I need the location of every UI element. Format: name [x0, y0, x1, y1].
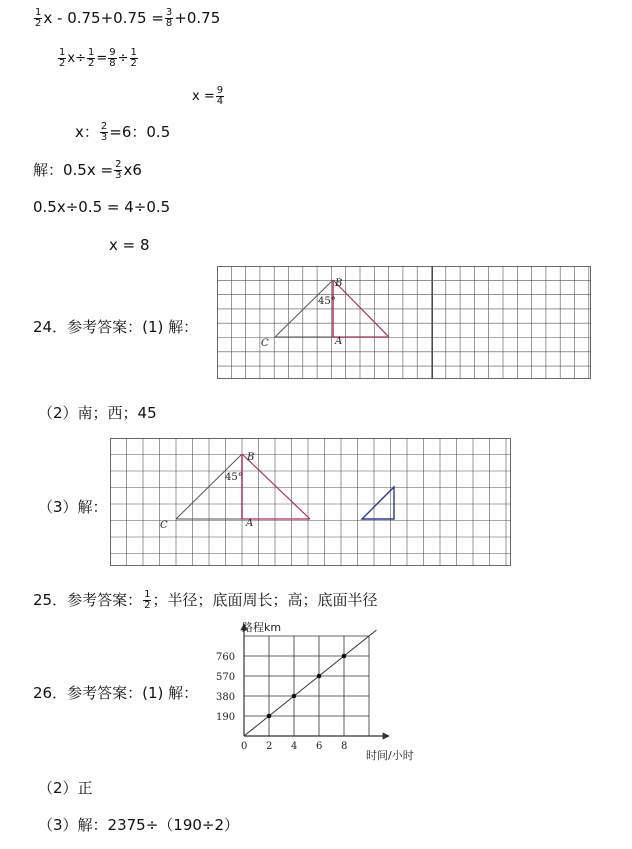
point-c-label: C: [160, 520, 168, 531]
grid-left: [218, 267, 433, 379]
question-24-label: 24．参考答案：(1) 解：: [33, 318, 199, 336]
point-c-label: C: [261, 338, 269, 349]
x-tick-label: 2: [266, 741, 273, 752]
grid-right: [433, 267, 591, 379]
y-axis-title: 路程km: [242, 621, 282, 634]
series-line: [244, 630, 377, 736]
q24-grid-figure: [217, 266, 592, 381]
data-point: [267, 714, 272, 719]
equation-line-6: 0.5x÷0.5 = 4÷0.5: [33, 198, 171, 216]
question-24-part3-label: （3）解：: [38, 498, 108, 516]
angle-label: 45°: [318, 296, 336, 307]
equation-line-5: 解：0.5x = $\frac{2}{3}$ x6: [33, 159, 142, 181]
x-tick-label: 8: [341, 741, 348, 752]
question-26-part2: （2）正: [38, 779, 93, 797]
y-tick-label: 760: [216, 652, 236, 663]
equation-line-3: x = $\frac{9}{4}$: [192, 85, 224, 107]
point-a-label: A: [246, 518, 254, 529]
equation-line-4: x： $\frac{2}{3}$ =6：0.5: [75, 121, 171, 143]
distance-time-chart: [212, 616, 432, 766]
question-24-part2: （2）南；西；45: [38, 404, 157, 422]
q24-part3-grid-figure: [110, 438, 512, 568]
angle-label: 45°: [225, 472, 243, 483]
data-point: [342, 654, 347, 659]
y-tick-label: 190: [216, 712, 236, 723]
equation-line-7: x = 8: [109, 236, 150, 254]
point-a-label: A: [335, 336, 343, 347]
x-tick-label: 6: [316, 741, 323, 752]
line-cb: [275, 280, 333, 337]
blue-triangle: [362, 487, 394, 519]
fraction: $\frac{1}{2}$: [35, 7, 42, 29]
y-tick-label: 380: [216, 692, 236, 703]
y-tick-label: 570: [216, 672, 236, 683]
data-point: [317, 674, 322, 679]
fraction: $\frac{3}{8}$: [165, 7, 173, 29]
point-b-label: B: [335, 278, 343, 289]
equation-line-2: $\frac{1}{2}$ x÷ $\frac{1}{2}$ = $\frac{9}{8}$ ÷ $\frac{1}{2}$: [59, 47, 137, 69]
equation-line-1: $\frac{1}{2}$ x - 0.75+0.75 = $\frac{3}{8}$ +0.75: [35, 7, 221, 29]
x-tick-label: 4: [291, 741, 298, 752]
x-axis-arrow: [383, 733, 389, 739]
x-tick-label: 0: [241, 741, 248, 752]
x-axis-title: 时间/小时: [366, 749, 414, 762]
line-b-right: [242, 454, 310, 519]
question-25: 25．参考答案： $\frac{1}{2}$ ；半径；底面周长；高；底面半径: [33, 589, 378, 611]
point-b-label: B: [247, 452, 255, 463]
data-point: [292, 694, 297, 699]
question-26-part3: （3）解：2375÷（190÷2）: [38, 816, 240, 834]
question-26-label: 26．参考答案：(1) 解：: [33, 684, 199, 702]
